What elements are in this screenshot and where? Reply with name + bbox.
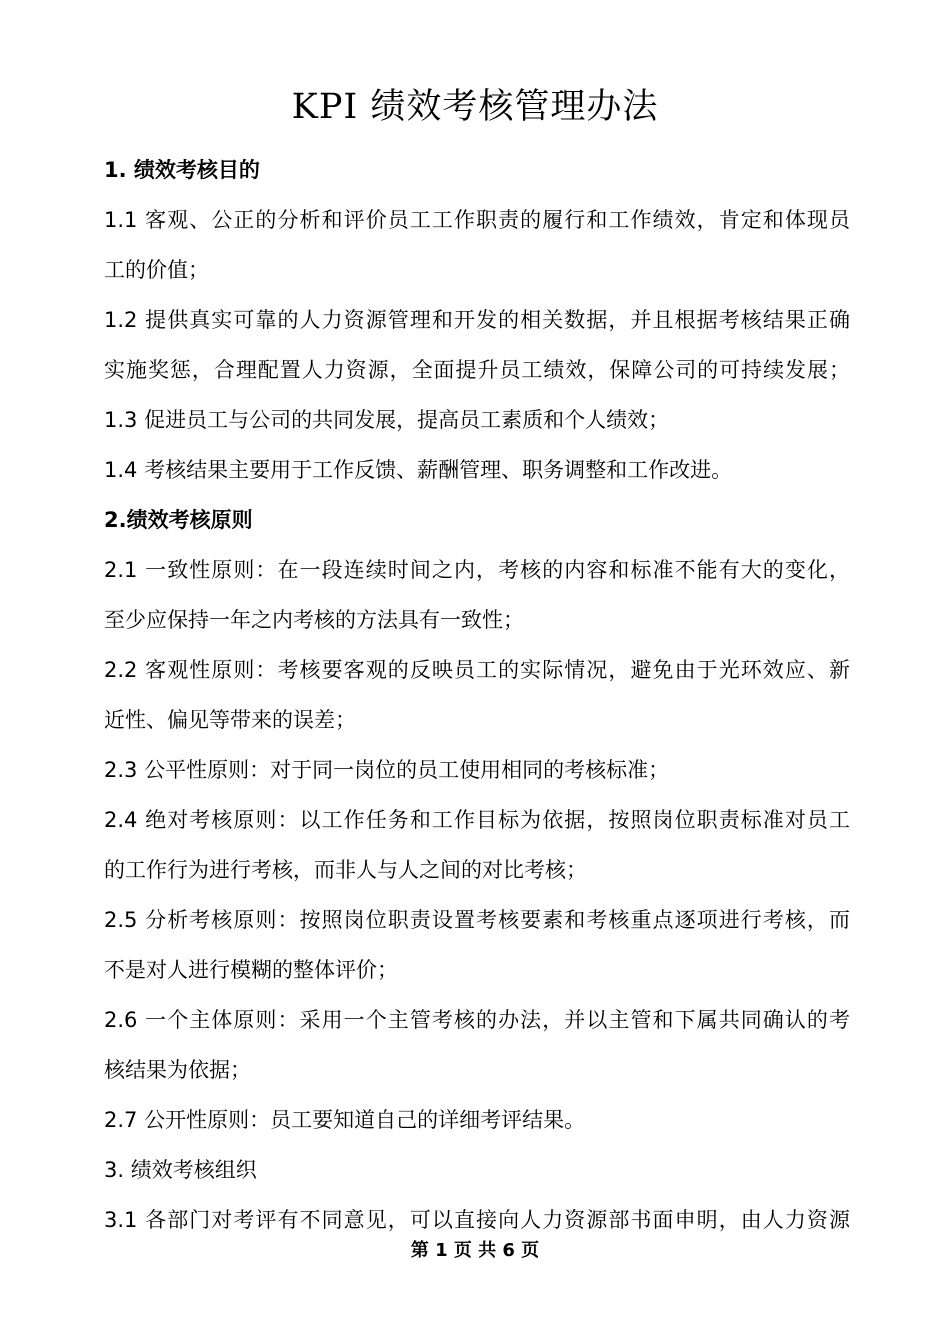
section-heading: 2.绩效考核原则 — [104, 508, 253, 532]
paragraph-line: 不是对人进行模糊的整体评价； — [104, 958, 398, 982]
paragraph-line: 工的价值； — [104, 258, 209, 282]
paragraph-line: 实施奖惩，合理配置人力资源，全面提升员工绩效，保障公司的可持续发展； — [104, 358, 850, 382]
paragraph-line: 1.4 考核结果主要用于工作反馈、薪酬管理、职务调整和工作改进。 — [104, 458, 733, 482]
document-body — [104, 150, 850, 1250]
paragraph-line: 至少应保持一年之内考核的方法具有一致性； — [104, 608, 524, 632]
section-heading: 1. 绩效考核目的 — [104, 158, 260, 182]
paragraph-line: 3.1 各部门对考评有不同意见，可以直接向人力资源部书面申明，由人力资源 — [104, 1208, 850, 1232]
paragraph-line: 近性、偏见等带来的误差； — [104, 708, 356, 732]
document-title: KPI 绩效考核管理办法 — [291, 87, 659, 127]
paragraph-line: 2.3 公平性原则：对于同一岗位的员工使用相同的考核标准； — [104, 758, 670, 782]
paragraph-line: 2.4 绝对考核原则：以工作任务和工作目标为依据，按照岗位职责标准对员工 — [104, 808, 850, 832]
paragraph-line: 1.3 促进员工与公司的共同发展，提高员工素质和个人绩效； — [104, 408, 670, 432]
paragraph-line: 2.5 分析考核原则：按照岗位职责设置考核要素和考核重点逐项进行考核，而 — [104, 908, 850, 932]
paragraph-line: 的工作行为进行考核，而非人与人之间的对比考核； — [104, 858, 587, 882]
paragraph-line: 2.6 一个主体原则：采用一个主管考核的办法，并以主管和下属共同确认的考 — [104, 1008, 850, 1032]
paragraph-line: 核结果为依据； — [104, 1058, 251, 1082]
paragraph-line: 2.2 客观性原则：考核要客观的反映员工的实际情况，避免由于光环效应、新 — [104, 658, 850, 682]
paragraph-line: 1.1 客观、公正的分析和评价员工工作职责的履行和工作绩效，肯定和体现员 — [104, 208, 850, 232]
paragraph-line: 2.7 公开性原则：员工要知道自己的详细考评结果。 — [104, 1108, 586, 1132]
paragraph-line: 2.1 一致性原则：在一段连续时间之内，考核的内容和标准不能有大的变化， — [104, 558, 850, 582]
paragraph-line: 3. 绩效考核组织 — [104, 1158, 257, 1182]
paragraph-line: 1.2 提供真实可靠的人力资源管理和开发的相关数据，并且根据考核结果正确 — [104, 308, 850, 332]
page-footer: 第 1 页 共 6 页 — [410, 1240, 540, 1261]
